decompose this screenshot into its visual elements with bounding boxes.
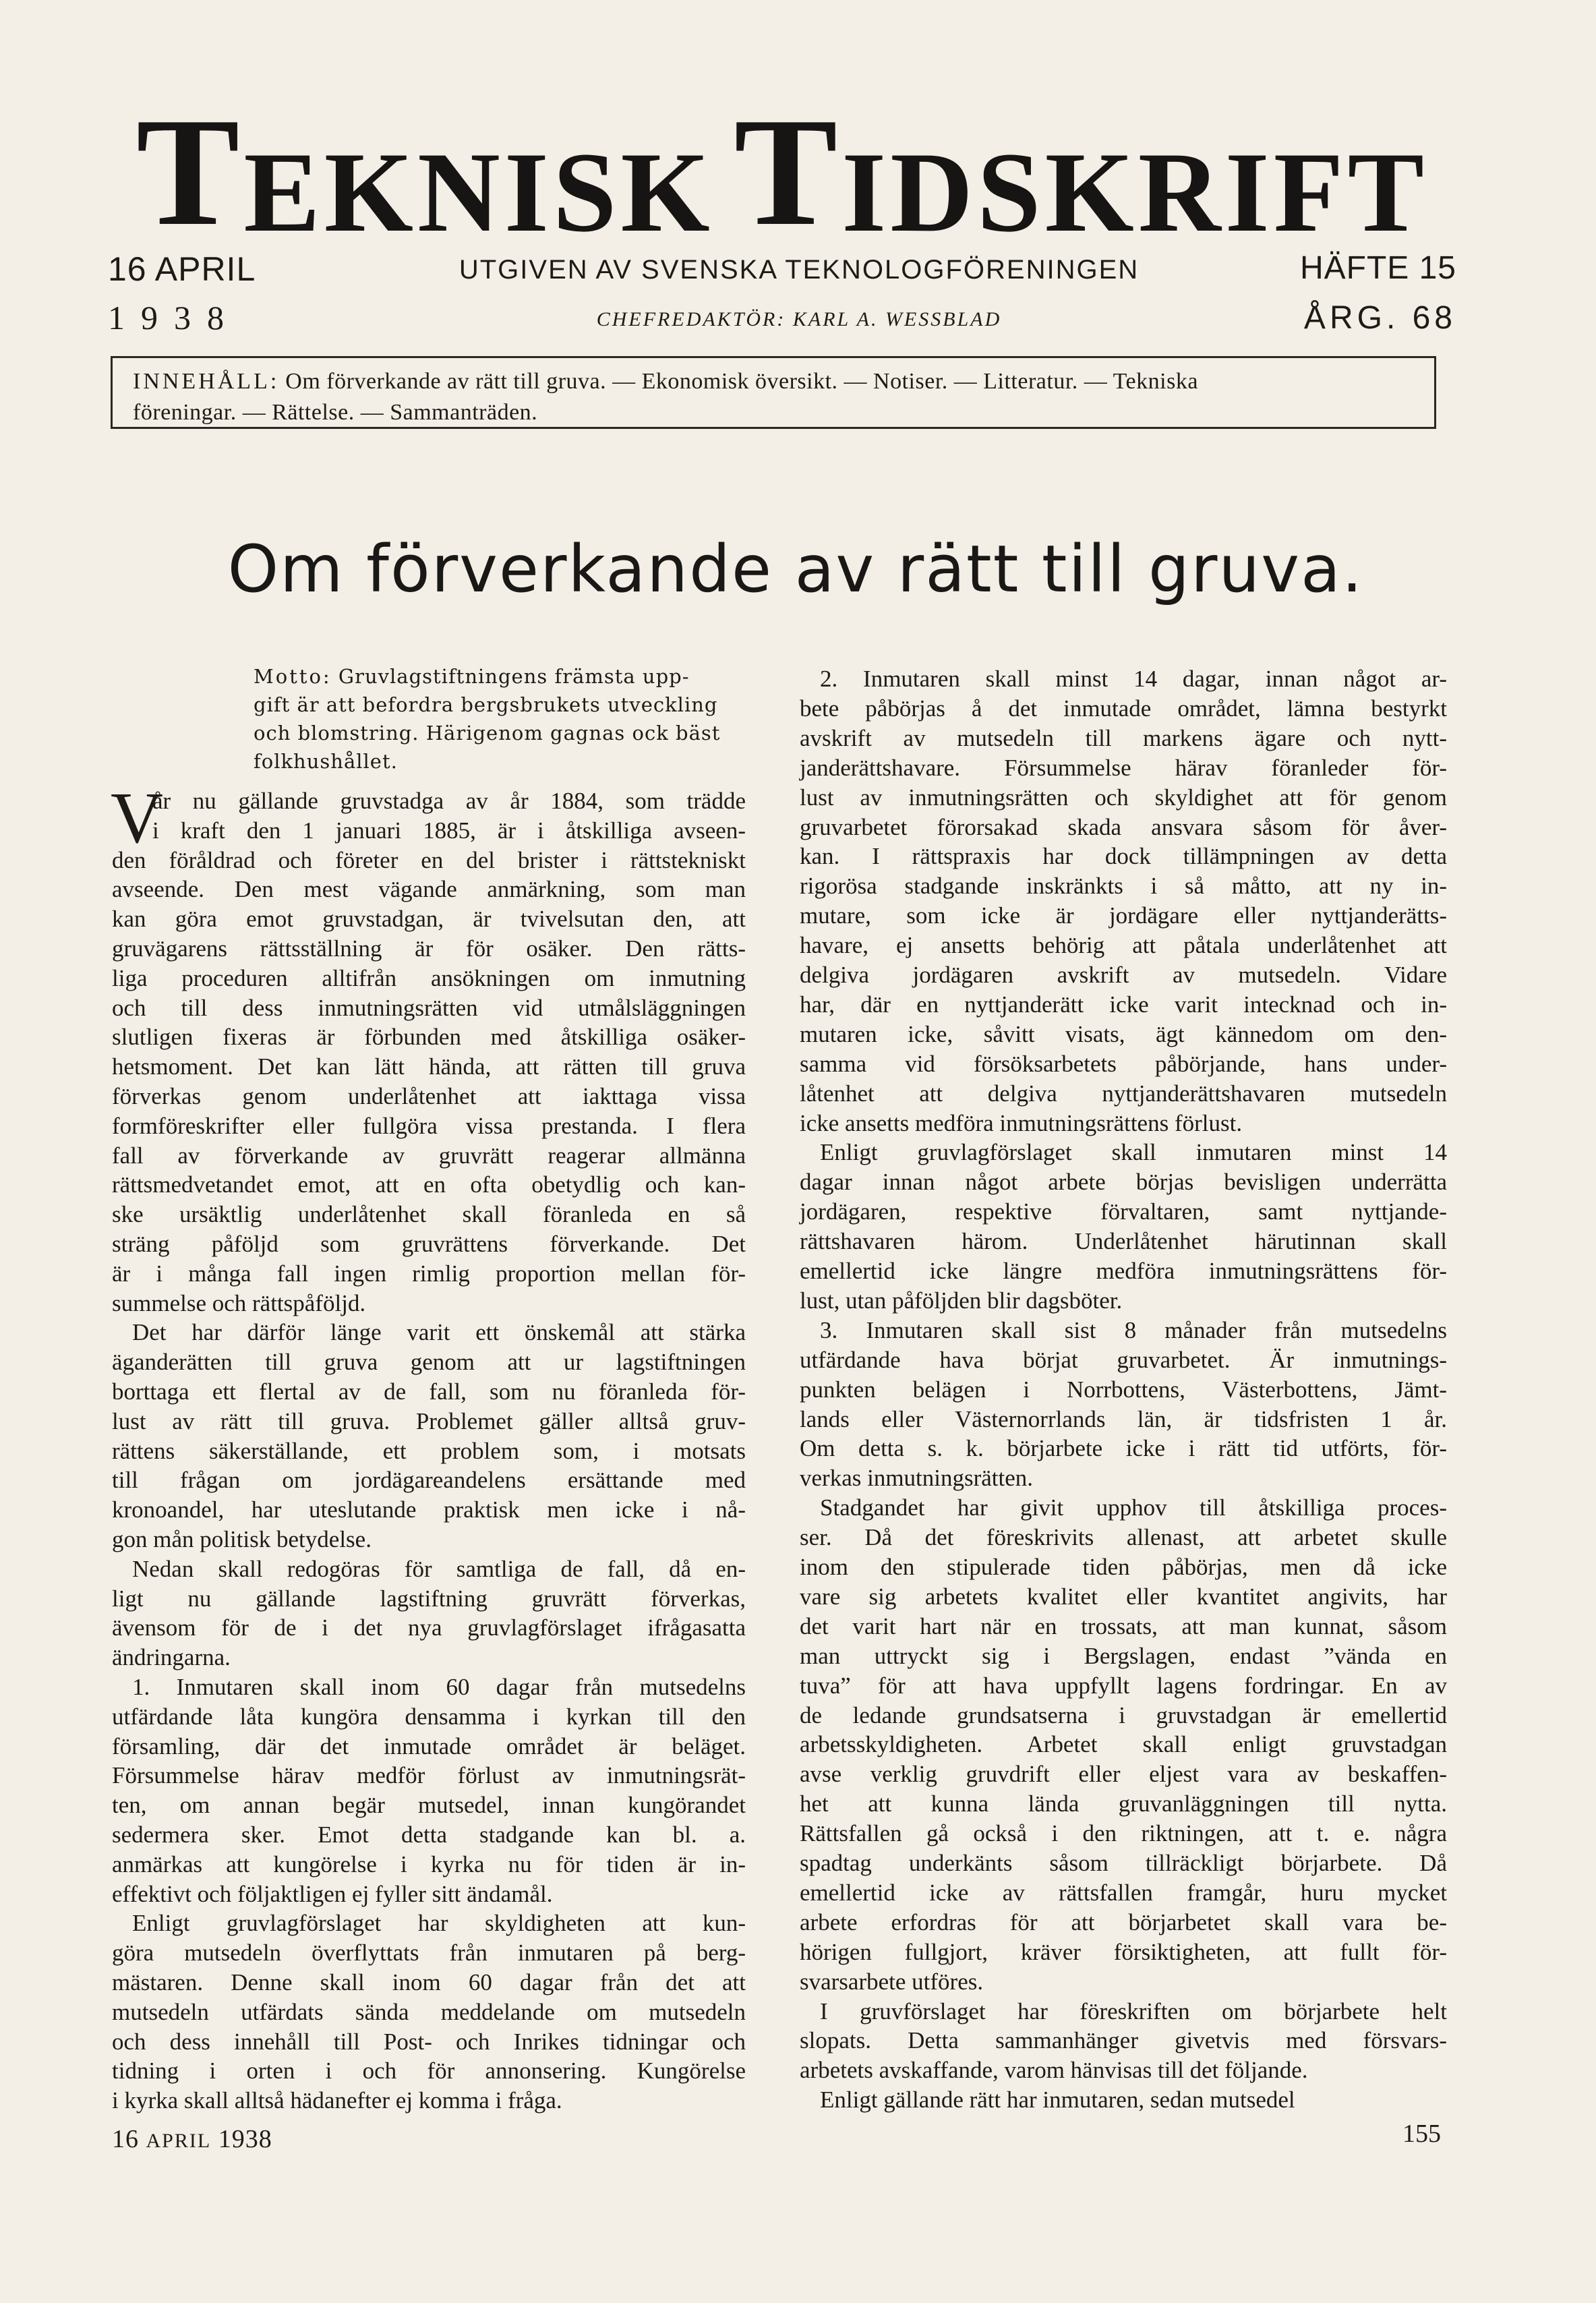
- left-column-line: mutsedeln utfärdats sända meddelande om mutsedeln: [112, 1998, 746, 2025]
- left-column-line: Nedan skall redogöras för samtliga de fall, då en-: [132, 1555, 746, 1582]
- motto-label: Motto:: [254, 665, 332, 688]
- left-column-line: göra mutsedeln överflyttats från inmutaren på berg-: [112, 1940, 746, 1966]
- footer-date: [112, 2124, 272, 2154]
- right-column-line: Enligt gruvlagförslaget skall inmutaren minst 14: [820, 1139, 1447, 1166]
- left-column-line: summelse och rättspåföljd.: [112, 1289, 366, 1316]
- left-column-line: tidning i orten i och för annonsering. Kungörelse: [112, 2058, 746, 2085]
- right-column-line: det varit hart när en trossats, att man kunnat, såsom: [800, 1612, 1447, 1639]
- left-column-line: kronoandel, har uteslutande praktisk men icke i nå-: [112, 1496, 746, 1523]
- left-column-line: Försummelse härav medför förlust av inmutningsrät-: [112, 1762, 746, 1789]
- editor-line: CHEFREDAKTÖR: KARL A. WESSBLAD: [596, 308, 1002, 330]
- right-column-line: havare, ej ansetts behörig att påtala underlåtenhet att: [800, 932, 1447, 959]
- right-column-line: arbetets avskaffande, varom hänvisas till det följande.: [800, 2057, 1308, 2084]
- right-column-line: svarsarbete utföres.: [800, 1968, 984, 1995]
- right-column-line: emellertid icke längre medföra inmutningsrättens för-: [800, 1258, 1447, 1284]
- masthead-word-2: IDSKRIFT: [841, 129, 1429, 256]
- left-column-line: fall av förverkande av gruvrätt reagerar allmänna: [112, 1142, 746, 1169]
- motto-text-2: gift är att befordra bergsbrukets utveckling: [254, 693, 718, 716]
- right-column-line: utfärdande hava börjat gruvarbetet. Är inmutnings-: [800, 1346, 1447, 1373]
- right-column-line: inom den stipulerade tiden påbörjas, men då icke: [800, 1554, 1447, 1580]
- left-column-line: 1. Inmutaren skall inom 60 dagar från mutsedelns: [132, 1674, 746, 1700]
- right-column-line: lands eller Västernorrlands län, är tidsfristen 1 år.: [800, 1405, 1447, 1432]
- right-column-line: bete påbörjas å det inmutade området, lämna bestyrkt: [800, 695, 1447, 722]
- left-column-line: ligt nu gällande lagstiftning gruvrätt förverkas,: [112, 1585, 746, 1612]
- left-column-line: Det har därför länge varit ett önskemål att stärka: [132, 1319, 746, 1346]
- right-column-line: avskrift av mutsedeln till markens ägare och nytt-: [800, 724, 1447, 751]
- table-of-contents-box: [111, 356, 1436, 429]
- left-column-line: ändringarna.: [112, 1644, 231, 1671]
- right-column-line: har, där en nyttjanderätt icke varit intecknad och in-: [800, 991, 1447, 1018]
- left-column-line: hetsmoment. Det kan lätt hända, att rätten till gruva: [112, 1053, 746, 1080]
- issue-year: 1938: [108, 299, 240, 337]
- right-column-line: gruvarbetet förorsakad skada ansvara såsom för åver-: [800, 813, 1447, 840]
- right-column-line: arbete erfordras för att börjarbetet skall vara be-: [800, 1908, 1447, 1935]
- masthead-word-1: EKNISK: [243, 129, 714, 256]
- right-column-line: ser. Då det föreskrivits allenast, att arbetet skulle: [800, 1524, 1447, 1551]
- right-column-line: man uttryckt sig i Bergslagen, endast ”vända en: [800, 1642, 1447, 1669]
- right-column-line: rättshavaren härom. Underlåtenhet härutinnan skall: [800, 1228, 1447, 1255]
- right-column-line: 3. Inmutaren skall sist 8 månader från mutsedelns: [820, 1316, 1447, 1343]
- left-column-line: ten, om annan begär mutsedel, innan kungörandet: [112, 1792, 746, 1819]
- left-column-line: Enligt gruvlagförslaget har skyldigheten att kun-: [132, 1910, 746, 1937]
- left-column-line: den föråldrad och företer en del brister i rättstekniskt: [112, 846, 746, 873]
- issue-number: HÄFTE 15: [1299, 250, 1456, 286]
- left-column-line: ske ursäktlig underlåtenhet skall föranleda en så: [112, 1201, 746, 1228]
- issue-date: 16 APRIL: [108, 250, 256, 288]
- left-column-line: mästaren. Denne skall inom 60 dagar från det att: [112, 1969, 746, 1995]
- left-column-line: rättsmedvetandet emot, att en ofta obetydlig och kan-: [112, 1171, 746, 1198]
- left-column-line: slutligen fixeras är förbunden med åtskilliga osäker-: [112, 1024, 746, 1051]
- right-column-line: delgiva jordägaren avskrift av mutsedeln. Vidare: [800, 962, 1447, 988]
- right-column-line: de ledande grundsatserna i gruvstadgan är emellertid: [800, 1701, 1447, 1728]
- left-column-line: till frågan om jordägareandelens ersättande med: [112, 1467, 746, 1494]
- footer-day: 16: [112, 2125, 139, 2153]
- left-column-line: utfärdande låta kungöra densamma i kyrkan till den: [112, 1703, 746, 1730]
- motto-text-1: Gruvlagstiftningens främsta upp-: [338, 665, 690, 688]
- right-column-line: Om detta s. k. börjarbete icke i rätt tid utförts, för-: [800, 1435, 1447, 1462]
- motto-text-3: och blomstring. Härigenom gagnas ock bäst: [254, 722, 721, 745]
- right-column-line: tuva” för att hava uppfyllt lagens fordringar. En av: [800, 1672, 1447, 1699]
- left-column-line: avseende. Den mest vägande anmärkning, som man: [112, 876, 746, 903]
- contents-text-2: föreningar. — Rättelse. — Sammanträden.: [133, 400, 538, 425]
- article-title: Om förverkande av rätt till gruva.: [227, 531, 1364, 607]
- left-column-line: förverkas genom underlåtenhet att iakttaga vissa: [112, 1083, 746, 1109]
- right-column-line: emellertid icke av rättsfallen framgår, huru mycket: [800, 1879, 1447, 1906]
- right-column-line: rigorösa stadgande inskränkts i så måtto, att ny in-: [800, 873, 1447, 900]
- left-column-line: ävensom för de i det nya gruvlagförslaget ifrågasatta: [112, 1614, 746, 1641]
- right-column-line: arbetsskyldigheten. Arbetet skall enligt gruvstadgan: [800, 1731, 1447, 1758]
- publisher-block: [378, 255, 1220, 331]
- left-column-line: kan göra emot gruvstadgan, är tvivelsutan den, att: [112, 906, 746, 933]
- left-column-line: är i många fall ingen rimlig proportion mellan för-: [112, 1260, 746, 1287]
- right-column-line: punkten belägen i Norrbottens, Västerbottens, Jämt-: [800, 1376, 1447, 1403]
- right-column-line: verkas inmutningsrätten.: [800, 1465, 1034, 1492]
- right-column-line: 2. Inmutaren skall minst 14 dagar, innan något ar-: [820, 666, 1447, 692]
- right-column-line: icke ansetts medföra inmutningsrättens förlust.: [800, 1109, 1243, 1136]
- left-column-line: borttaga ett flertal av de fall, som nu föranleda för-: [112, 1378, 746, 1405]
- left-column-line: och dess innehåll till Post- och Inrikes tidningar och: [112, 2028, 746, 2055]
- right-column-line: mutaren icke, såvitt visats, ägt kännedom om den-: [800, 1020, 1447, 1047]
- left-column-line: gon mån politisk betydelse.: [112, 1526, 372, 1552]
- left-column-line: församling, där det inmutade området är beläget.: [112, 1732, 746, 1759]
- footer-year: 1938: [218, 2125, 272, 2153]
- left-column-line: effektivt och följaktligen ej fyller sitt ändamål.: [112, 1880, 553, 1907]
- right-column-line: lust, utan påföljden blir dagsböter.: [800, 1287, 1123, 1314]
- masthead-initial-2: T: [734, 86, 842, 258]
- left-column-line: år nu gällande gruvstadga av år 1884, som trädde: [152, 788, 746, 814]
- footer-month: APRIL: [146, 2130, 212, 2152]
- left-column-line: lust av rätt till gruva. Problemet gäller alltså gruv-: [112, 1407, 746, 1434]
- left-column-line: äganderätten till gruva genom att ur lagstiftningen: [112, 1349, 746, 1376]
- right-column-line: avse verklig gruvdrift eller eljest vara av beskaffen-: [800, 1761, 1447, 1788]
- left-column-line: liga proceduren alltifrån ansökningen om inmutning: [112, 964, 746, 991]
- right-column-line: vare sig arbetets kvalitet eller kvantitet angivits, har: [800, 1583, 1447, 1610]
- contents-text-1: Om förverkande av rätt till gruva. — Ekonomisk översikt. — Notiser. — Litteratur. — Tekniska: [285, 369, 1198, 394]
- left-column-line: rättens säkerställande, ett problem som, i motsats: [112, 1437, 746, 1464]
- right-column-line: samma vid försöksarbetets påbörjande, hans under-: [800, 1050, 1447, 1077]
- volume-number: ÅRG. 68: [1303, 300, 1456, 336]
- right-column-line: het att kunna lända gruvanläggningen till nytta.: [800, 1790, 1447, 1817]
- publisher-line: UTGIVEN AV SVENSKA TEKNOLOGFÖRENINGEN: [459, 255, 1140, 285]
- right-column-line: spadtag underkänts såsom tillräckligt börjarbete. Då: [800, 1850, 1447, 1876]
- right-column-line: mutare, som icke är jordägare eller nyttjanderätts-: [800, 902, 1447, 929]
- masthead-title: [108, 86, 1456, 258]
- contents-line-1: [133, 366, 1414, 397]
- right-column-line: lust av inmutningsrätten och skyldighet att för genom: [800, 784, 1447, 811]
- left-column-line: sedermera sker. Emot detta stadgande kan bl. a.: [112, 1821, 746, 1848]
- right-column-line: I gruvförslaget har föreskriften om börjarbete helt: [820, 1998, 1447, 2024]
- left-column-line: i kyrka skall alltså hädanefter ej komma i fråga.: [112, 2087, 562, 2114]
- left-column-line: och till dess inmutningsrätten vid utmålsläggningen: [112, 994, 746, 1021]
- right-column-line: låtenhet att delgiva nyttjanderättshavaren mutsedeln: [800, 1080, 1447, 1107]
- page-number: 155: [1402, 2120, 1441, 2148]
- right-column-line: jordägaren, respektive förvaltaren, samt nyttjande-: [800, 1198, 1447, 1225]
- motto-line-1: [254, 662, 759, 691]
- drop-cap: V: [111, 778, 163, 858]
- masthead-initial-1: T: [136, 86, 244, 258]
- right-column-line: Enligt gällande rätt har inmutaren, sedan mutsedel: [820, 2087, 1295, 2113]
- right-column-line: Stadgandet har givit upphov till åtskilliga proces-: [820, 1494, 1447, 1521]
- right-column-line: janderättshavare. Försummelse härav föranleder för-: [800, 754, 1447, 781]
- right-column-line: slopats. Detta sammanhänger givetvis med försvars-: [800, 2027, 1447, 2054]
- left-column-line: anmärkas att kungörelse i kyrka nu för tiden är in-: [112, 1850, 746, 1877]
- right-column-line: dagar innan något arbete börjas bevisligen underrätta: [800, 1169, 1447, 1196]
- masthead: [108, 86, 1456, 258]
- motto-text-4: folkhushållet.: [254, 750, 398, 773]
- left-column-line: gruvägarens rättsställning är för osäker. Den rätts-: [112, 935, 746, 962]
- motto-block: [254, 662, 759, 776]
- left-column-line: formföreskrifter eller fullgöra vissa prestanda. I flera: [112, 1112, 746, 1139]
- left-column-line: sträng påföljd som gruvrättens förverkande. Det: [112, 1231, 746, 1257]
- right-column-line: Rättsfallen gå också i den riktningen, att t. e. några: [800, 1820, 1447, 1847]
- contents-label: INNEHÅLL:: [133, 369, 280, 394]
- left-column-line: i kraft den 1 januari 1885, är i åtskilliga avseen-: [152, 817, 746, 844]
- right-column-line: hörigen fullgjort, kräver försiktigheten, att fullt för-: [800, 1938, 1447, 1965]
- right-column-line: kan. I rättspraxis har dock tillämpningen av detta: [800, 843, 1447, 870]
